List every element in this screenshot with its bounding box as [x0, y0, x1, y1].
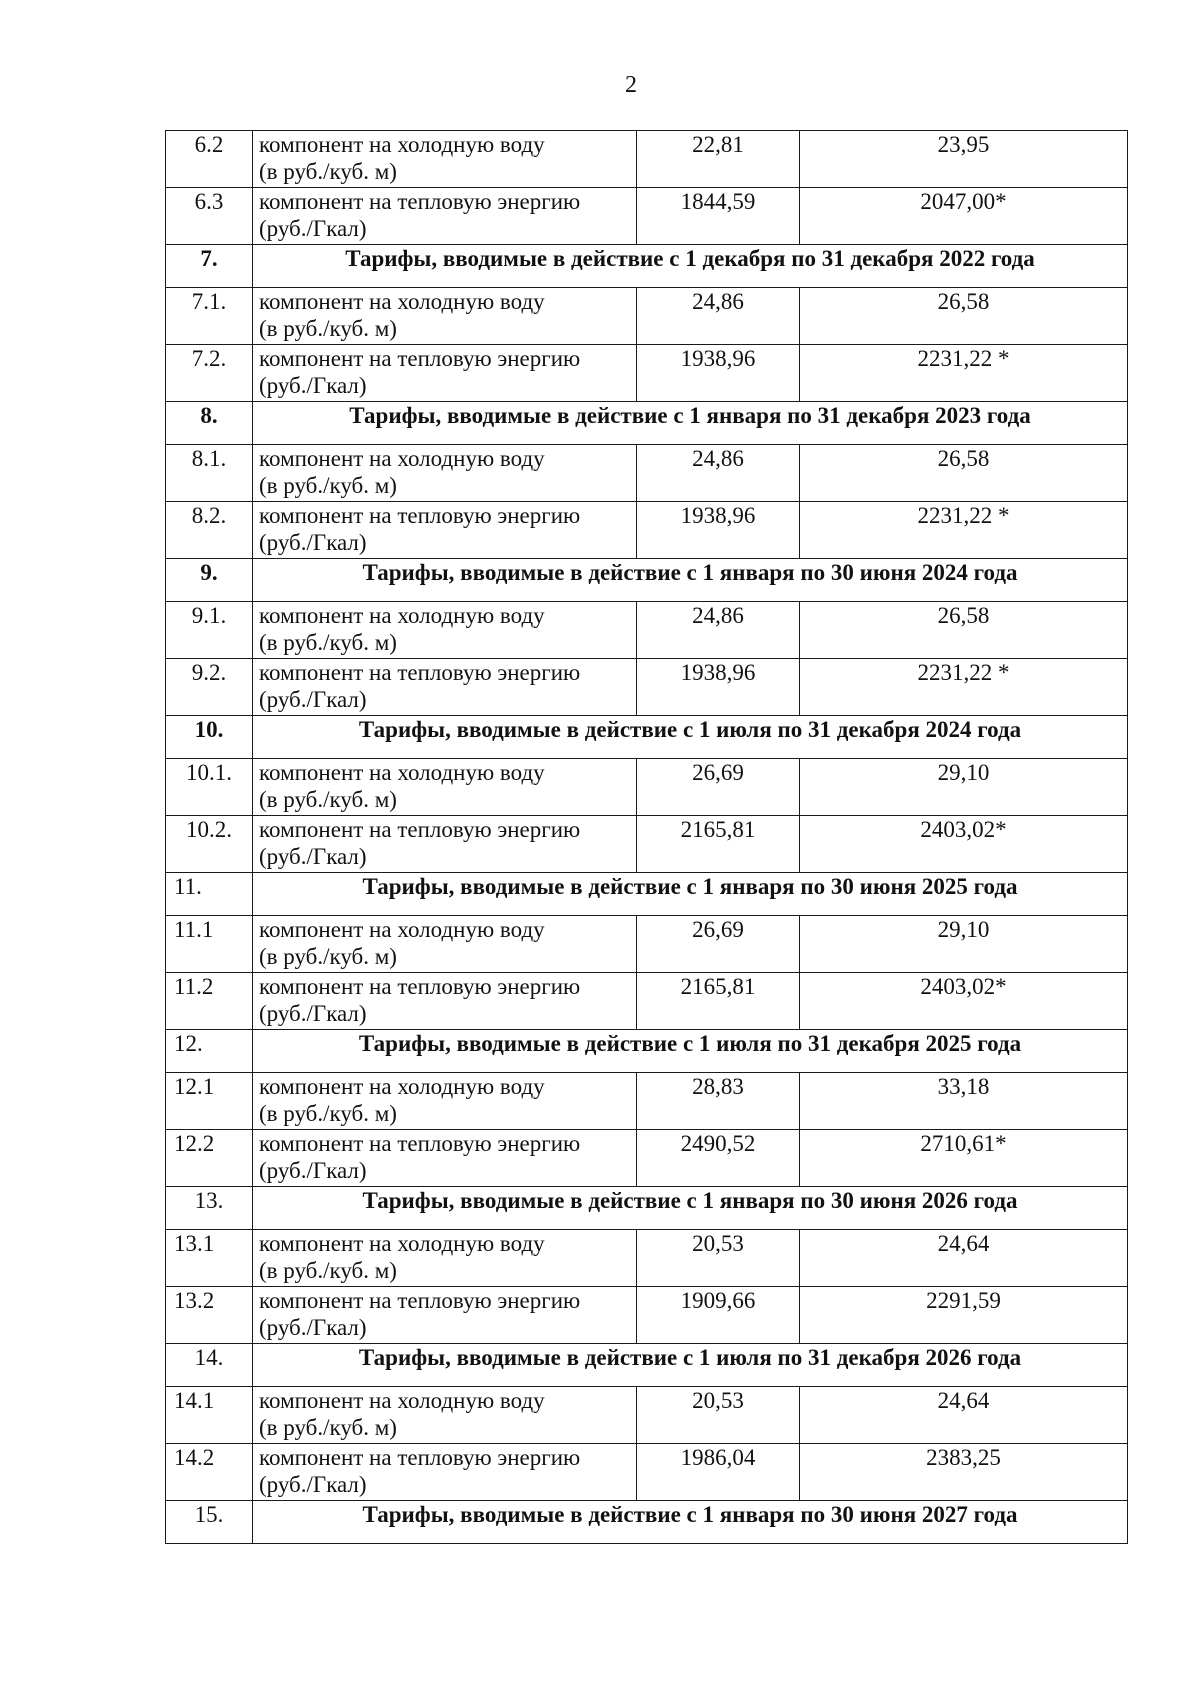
- table-row: [166, 973, 1128, 1030]
- row-number: 9.1.: [166, 602, 253, 659]
- table-row: [166, 816, 1128, 873]
- tariff-table: [165, 130, 1128, 1544]
- section-title: Тарифы, вводимые в действие с 1 июля по 31 декабря 2024 года: [253, 716, 1128, 759]
- section-row: [166, 873, 1128, 916]
- row-number: 12.2: [166, 1130, 253, 1187]
- section-row: [166, 402, 1128, 445]
- tariff-value-2: 24,64: [800, 1230, 1128, 1287]
- component-name: компонент на холодную воду (в руб./куб. м): [253, 602, 637, 659]
- row-number: 11.2: [166, 973, 253, 1030]
- row-number: 12.1: [166, 1073, 253, 1130]
- component-name: компонент на тепловую энергию (руб./Гкал): [253, 188, 637, 245]
- tariff-value-1: 1986,04: [637, 1444, 800, 1501]
- component-name: компонент на холодную воду (в руб./куб. м): [253, 759, 637, 816]
- component-name: компонент на тепловую энергию (руб./Гкал): [253, 1444, 637, 1501]
- section-row: [166, 716, 1128, 759]
- tariff-value-2: 2291,59: [800, 1287, 1128, 1344]
- section-row: [166, 1344, 1128, 1387]
- tariff-value-2: 33,18: [800, 1073, 1128, 1130]
- section-number: 9.: [166, 559, 253, 602]
- component-name: компонент на холодную воду (в руб./куб. м): [253, 1387, 637, 1444]
- tariff-value-1: 26,69: [637, 916, 800, 973]
- tariff-value-2: 2403,02*: [800, 816, 1128, 873]
- tariff-value-1: 28,83: [637, 1073, 800, 1130]
- table-row: [166, 1130, 1128, 1187]
- table-row: [166, 1444, 1128, 1501]
- component-name: компонент на холодную воду (в руб./куб. м): [253, 1230, 637, 1287]
- component-name: компонент на тепловую энергию (руб./Гкал): [253, 816, 637, 873]
- component-name: компонент на тепловую энергию (руб./Гкал): [253, 502, 637, 559]
- section-row: [166, 1187, 1128, 1230]
- section-number: 15.: [166, 1501, 253, 1544]
- tariff-value-2: 2383,25: [800, 1444, 1128, 1501]
- tariff-value-1: 2490,52: [637, 1130, 800, 1187]
- tariff-value-2: 2231,22 *: [800, 345, 1128, 402]
- section-title: Тарифы, вводимые в действие с 1 декабря по 31 декабря 2022 года: [253, 245, 1128, 288]
- tariff-value-2: 2231,22 *: [800, 502, 1128, 559]
- component-name: компонент на тепловую энергию (руб./Гкал): [253, 1130, 637, 1187]
- table-row: [166, 1230, 1128, 1287]
- section-number: 10.: [166, 716, 253, 759]
- component-name: компонент на холодную воду (в руб./куб. м): [253, 131, 637, 188]
- row-number: 7.2.: [166, 345, 253, 402]
- component-name: компонент на холодную воду (в руб./куб. м): [253, 916, 637, 973]
- tariff-value-1: 2165,81: [637, 973, 800, 1030]
- section-number: 14.: [166, 1344, 253, 1387]
- row-number: 6.2: [166, 131, 253, 188]
- tariff-value-1: 20,53: [637, 1230, 800, 1287]
- table-row: [166, 445, 1128, 502]
- tariff-value-2: 2047,00*: [800, 188, 1128, 245]
- tariff-value-2: 29,10: [800, 759, 1128, 816]
- tariff-value-2: 29,10: [800, 916, 1128, 973]
- row-number: 9.2.: [166, 659, 253, 716]
- component-name: компонент на тепловую энергию (руб./Гкал): [253, 345, 637, 402]
- table-row: [166, 916, 1128, 973]
- section-title: Тарифы, вводимые в действие с 1 января по 30 июня 2025 года: [253, 873, 1128, 916]
- tariff-value-2: 2403,02*: [800, 973, 1128, 1030]
- table-row: [166, 188, 1128, 245]
- tariff-value-1: 1938,96: [637, 502, 800, 559]
- tariff-value-1: 2165,81: [637, 816, 800, 873]
- table-row: [166, 602, 1128, 659]
- row-number: 8.1.: [166, 445, 253, 502]
- section-row: [166, 559, 1128, 602]
- tariff-value-1: 22,81: [637, 131, 800, 188]
- section-number: 7.: [166, 245, 253, 288]
- table-row: [166, 131, 1128, 188]
- table-row: [166, 502, 1128, 559]
- row-number: 14.2: [166, 1444, 253, 1501]
- section-number: 13.: [166, 1187, 253, 1230]
- table-row: [166, 659, 1128, 716]
- section-title: Тарифы, вводимые в действие с 1 января по 30 июня 2024 года: [253, 559, 1128, 602]
- section-title: Тарифы, вводимые в действие с 1 января по 30 июня 2026 года: [253, 1187, 1128, 1230]
- row-number: 11.1: [166, 916, 253, 973]
- tariff-value-1: 24,86: [637, 445, 800, 502]
- row-number: 13.1: [166, 1230, 253, 1287]
- row-number: 13.2: [166, 1287, 253, 1344]
- tariff-value-2: 2710,61*: [800, 1130, 1128, 1187]
- section-title: Тарифы, вводимые в действие с 1 января по 30 июня 2027 года: [253, 1501, 1128, 1544]
- component-name: компонент на холодную воду (в руб./куб. м): [253, 288, 637, 345]
- table-row: [166, 288, 1128, 345]
- table-row: [166, 1073, 1128, 1130]
- row-number: 8.2.: [166, 502, 253, 559]
- tariff-value-1: 1844,59: [637, 188, 800, 245]
- table-row: [166, 345, 1128, 402]
- component-name: компонент на тепловую энергию (руб./Гкал): [253, 659, 637, 716]
- section-number: 12.: [166, 1030, 253, 1073]
- section-row: [166, 245, 1128, 288]
- tariff-value-2: 2231,22 *: [800, 659, 1128, 716]
- section-row: [166, 1030, 1128, 1073]
- row-number: 7.1.: [166, 288, 253, 345]
- component-name: компонент на тепловую энергию (руб./Гкал): [253, 973, 637, 1030]
- section-title: Тарифы, вводимые в действие с 1 июля по 31 декабря 2025 года: [253, 1030, 1128, 1073]
- row-number: 10.2.: [166, 816, 253, 873]
- section-title: Тарифы, вводимые в действие с 1 июля по 31 декабря 2026 года: [253, 1344, 1128, 1387]
- section-number: 8.: [166, 402, 253, 445]
- tariff-value-1: 24,86: [637, 602, 800, 659]
- tariff-value-1: 20,53: [637, 1387, 800, 1444]
- component-name: компонент на холодную воду (в руб./куб. м): [253, 445, 637, 502]
- tariff-value-2: 26,58: [800, 602, 1128, 659]
- page-number: 2: [625, 72, 637, 98]
- section-number: 11.: [166, 873, 253, 916]
- tariff-value-1: 1938,96: [637, 345, 800, 402]
- section-title: Тарифы, вводимые в действие с 1 января по 31 декабря 2023 года: [253, 402, 1128, 445]
- tariff-value-1: 24,86: [637, 288, 800, 345]
- section-row: [166, 1501, 1128, 1544]
- table-row: [166, 1387, 1128, 1444]
- row-number: 10.1.: [166, 759, 253, 816]
- tariff-value-2: 24,64: [800, 1387, 1128, 1444]
- table-row: [166, 759, 1128, 816]
- tariff-value-2: 26,58: [800, 288, 1128, 345]
- row-number: 14.1: [166, 1387, 253, 1444]
- tariff-value-2: 23,95: [800, 131, 1128, 188]
- tariff-value-1: 26,69: [637, 759, 800, 816]
- row-number: 6.3: [166, 188, 253, 245]
- tariff-value-1: 1938,96: [637, 659, 800, 716]
- table-row: [166, 1287, 1128, 1344]
- tariff-value-2: 26,58: [800, 445, 1128, 502]
- component-name: компонент на холодную воду (в руб./куб. м): [253, 1073, 637, 1130]
- component-name: компонент на тепловую энергию (руб./Гкал): [253, 1287, 637, 1344]
- tariff-value-1: 1909,66: [637, 1287, 800, 1344]
